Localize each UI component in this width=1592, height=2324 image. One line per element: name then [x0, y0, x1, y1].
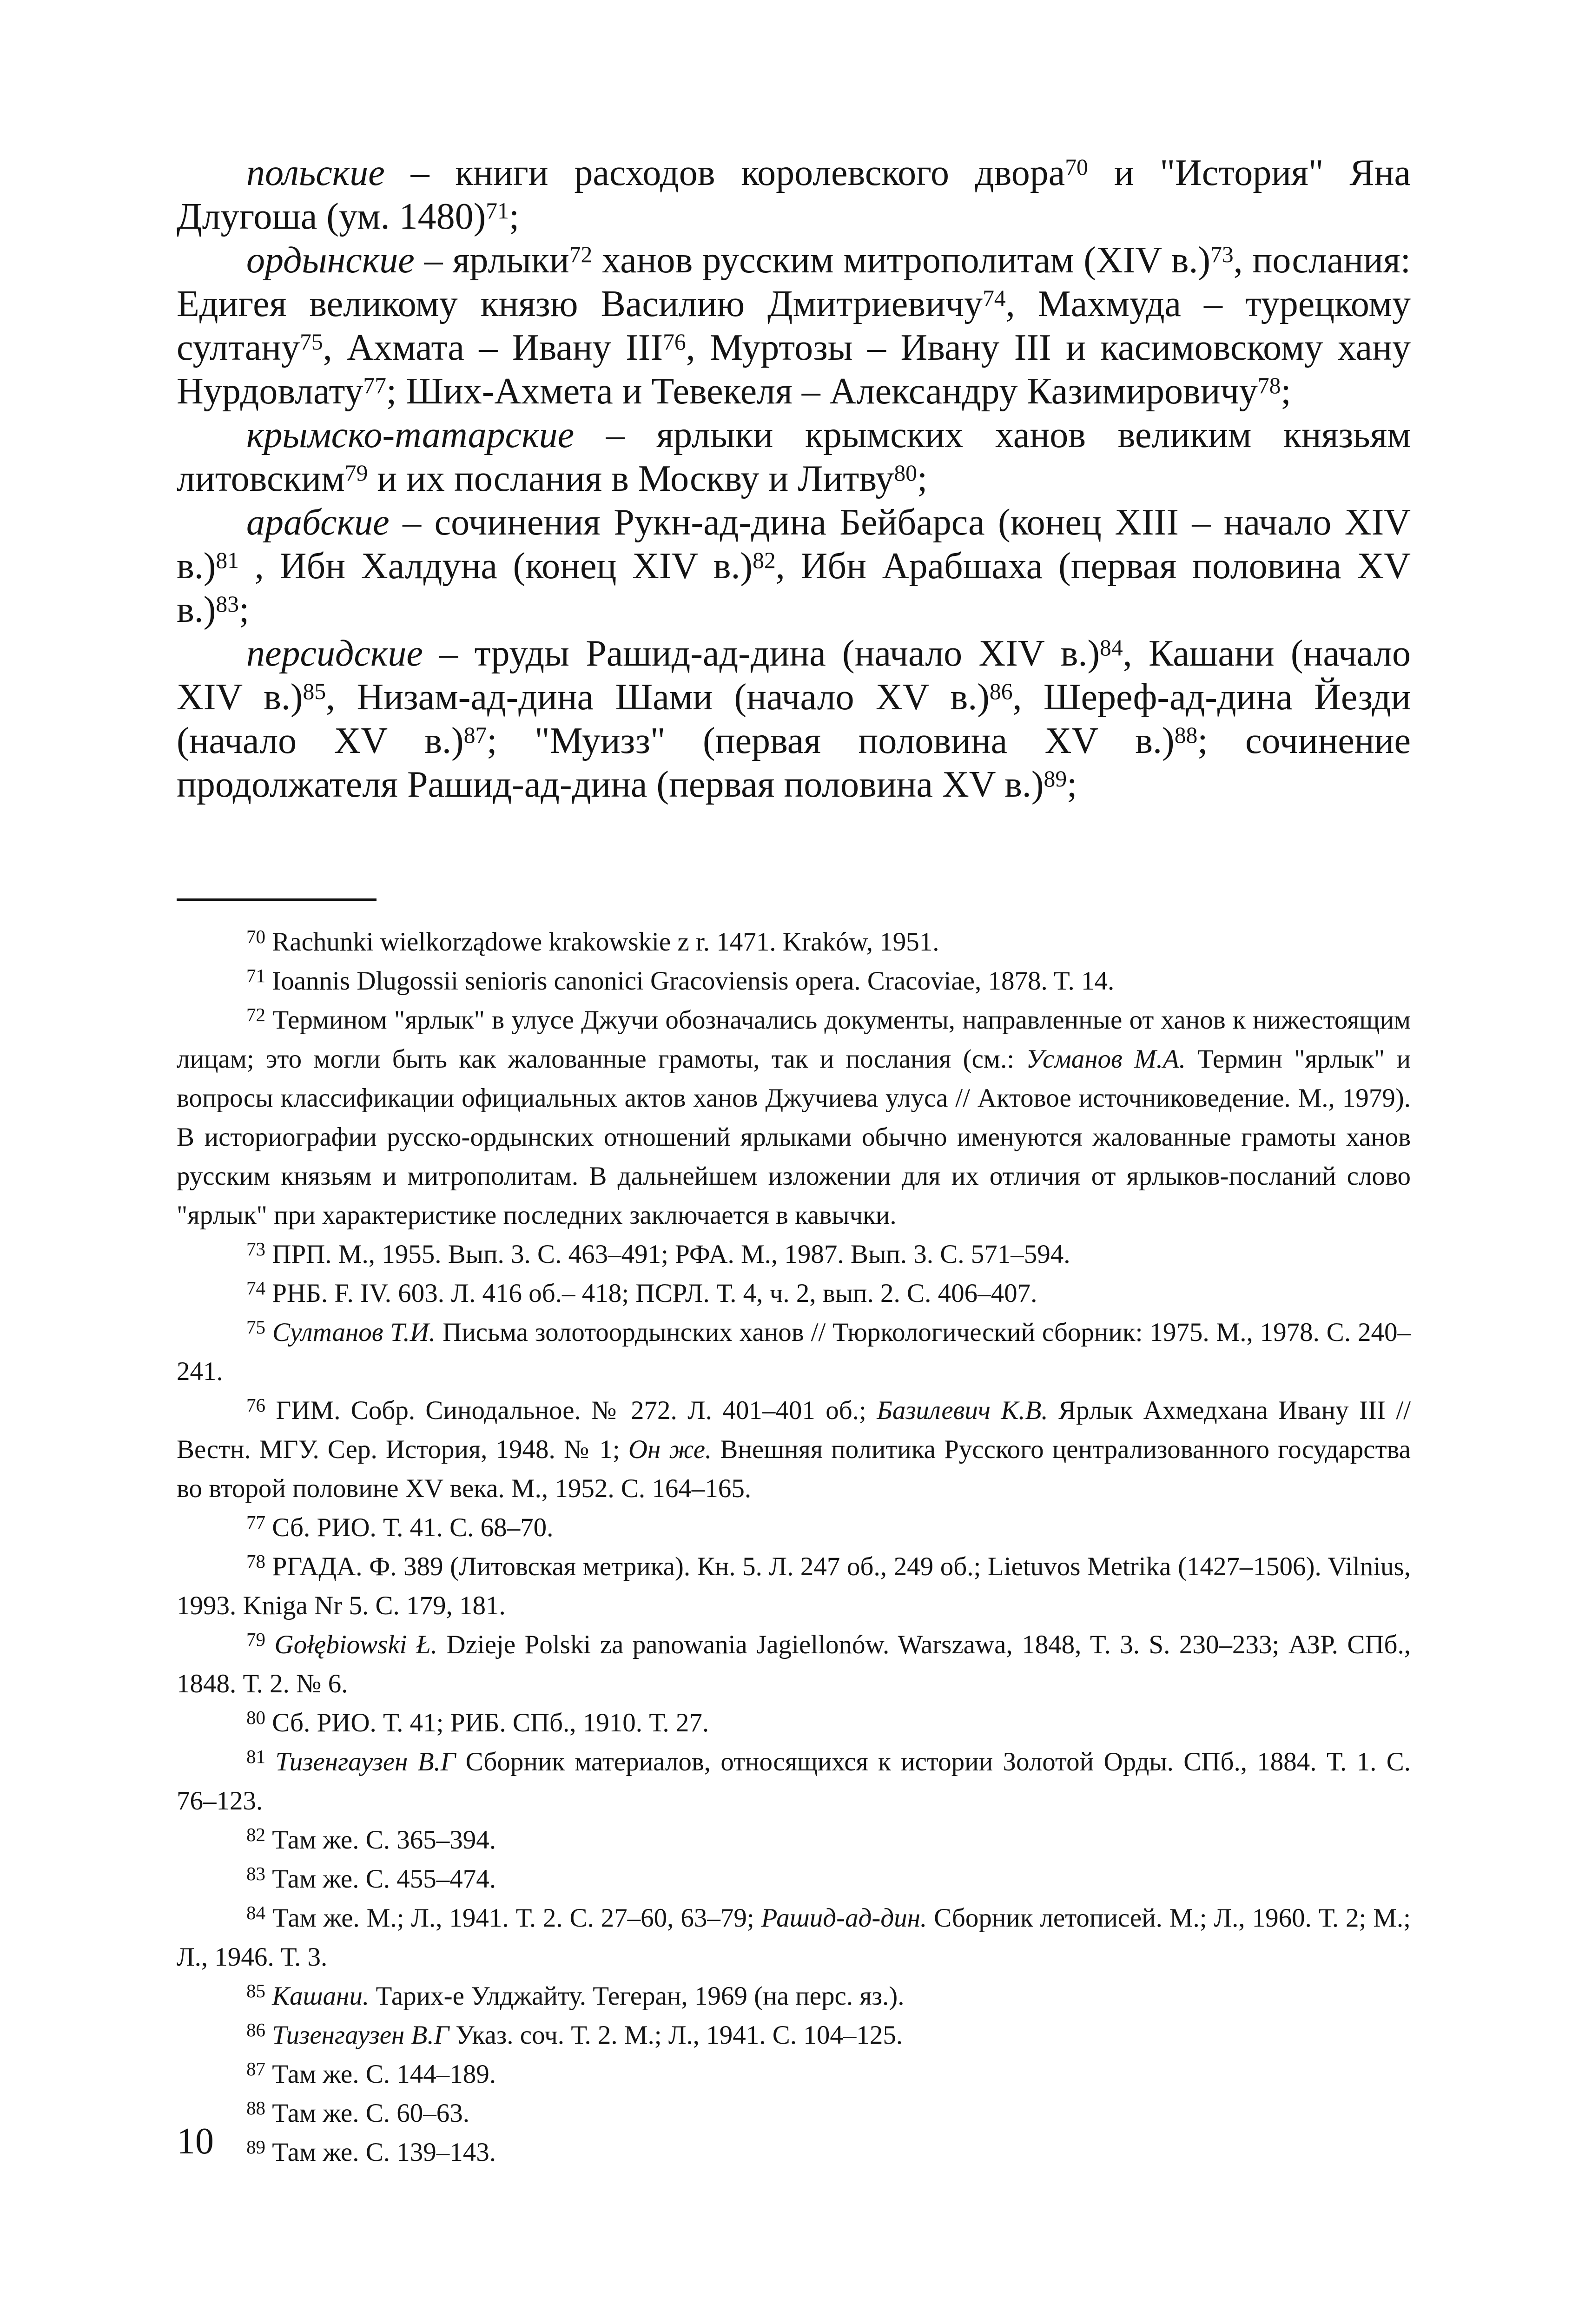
main-text	[177, 151, 1411, 806]
text-run: ; "Муизз" (первая половина XV в.)	[487, 720, 1175, 761]
footnote	[177, 1274, 1411, 1313]
text-run: Сб. РИО. Т. 41; РИБ. СПб., 1910. Т. 27.	[265, 1708, 709, 1737]
footnote-separator	[177, 898, 377, 901]
text-run: Ярлык Ахмедхана Ивану III // Вестн. МГУ. Сер. История, 1948. № 1;	[177, 1396, 1411, 1464]
text-run: , Ибн Халдуна (конец XIV в.)	[239, 546, 753, 587]
footnote	[177, 1313, 1411, 1391]
footnote	[177, 1235, 1411, 1274]
paragraph	[177, 413, 1411, 501]
footnote-ref: 87	[463, 722, 487, 748]
italic-text: Тизенгаузен В.Г	[272, 2020, 449, 2050]
text-run: Dzieje Polski za panowania Jagiellonów. Warszawa, 1848, T. 3. S. 230–233; АЗР. СПб., 1848. Т. 2. № 6.	[177, 1630, 1411, 1698]
text-run: Термином "ярлык" в улусе Джучи обозначались документы, направленные от ханов к нижестоящим лицам; это могли быть как жалованные грамоты, так и послания (см.:	[177, 1005, 1411, 1074]
text-run: ;	[239, 589, 250, 630]
italic-text: Тизенгаузен В.Г	[275, 1747, 456, 1776]
text-run	[265, 1318, 272, 1347]
footnote-ref: 81	[216, 547, 239, 573]
text-run: Там же. С. 455–474.	[265, 1864, 496, 1894]
text-run: , Ахмата – Ивану III	[323, 327, 663, 368]
footnote-number: 75	[246, 1316, 266, 1338]
footnote-number: 89	[246, 2136, 266, 2158]
text-run: Ioannis Dlugossii senioris canonici Gracoviensis opera. Cracoviae, 1878. T. 14.	[265, 966, 1115, 996]
text-run: – ярлыки	[414, 240, 569, 281]
text-run: ;	[917, 458, 928, 499]
footnote-ref: 84	[1100, 634, 1123, 660]
text-run: и их послания в Москву и Литву	[368, 458, 894, 499]
footnote	[177, 1860, 1411, 1899]
text-run: Там же. С. 139–143.	[265, 2138, 496, 2167]
text-run: , Шереф-ад-дина Йезди (начало XV в.)	[177, 677, 1411, 761]
text-run	[265, 1630, 275, 1659]
footnote	[177, 1821, 1411, 1860]
paragraph	[177, 238, 1411, 413]
footnote-number: 74	[246, 1277, 266, 1299]
footnote-ref: 89	[1044, 766, 1067, 792]
text-run: Тарих-е Улджайту. Тегеран, 1969 (на перс. яз.).	[369, 1981, 905, 2011]
footnote-number: 84	[246, 1901, 266, 1923]
footnote	[177, 1977, 1411, 2016]
text-run: Там же. С. 60–63.	[265, 2099, 469, 2128]
footnote-ref: 85	[303, 678, 326, 704]
text-run: – книги расходов королевского двора	[384, 152, 1065, 193]
footnote-ref: 72	[569, 241, 593, 267]
footnote-number: 78	[246, 1550, 266, 1572]
footnote	[177, 1625, 1411, 1703]
footnote-ref: 76	[663, 329, 686, 355]
text-run: , Махмуда – турецкому султану	[177, 284, 1411, 368]
text-run: РНБ. F. IV. 603. Л. 416 об.– 418; ПСРЛ. Т. 4, ч. 2, вып. 2. С. 406–407.	[265, 1279, 1037, 1308]
footnote-number: 72	[246, 1004, 266, 1025]
footnote-number: 76	[246, 1394, 266, 1416]
text-run: ; сочинение продолжателя Рашид-ад-дина (первая половина XV в.)	[177, 720, 1411, 805]
footnote	[177, 1703, 1411, 1743]
footnote-ref: 73	[1210, 241, 1234, 267]
text-run: ; Ших-Ахмета и Тевекеля – Александру Казимировичу	[386, 371, 1258, 412]
italic-text: Султанов Т.И.	[272, 1318, 436, 1347]
text-run: Письма золотоордынских ханов // Тюркологический сборник: 1975. М., 1978. С. 240–241.	[177, 1318, 1411, 1386]
text-run: Сб. РИО. Т. 41. С. 68–70.	[265, 1513, 554, 1542]
text-run	[265, 1747, 275, 1776]
italic-text: крымско-татарские	[246, 415, 575, 456]
text-run: ханов русским митрополитам (XIV в.)	[592, 240, 1211, 281]
footnote	[177, 1743, 1411, 1821]
footnote	[177, 1508, 1411, 1547]
text-run: Rachunki wielkorządowe krakowskie z r. 1471. Kraków, 1951.	[265, 927, 939, 957]
footnote-number: 82	[246, 1823, 266, 1845]
footnote-ref: 79	[344, 460, 368, 486]
footnote-number: 70	[246, 925, 266, 947]
text-run: – сочинения Рукн-ад-дина Бейбарса (конец XIII – начало XIV в.)	[177, 502, 1411, 587]
text-run: Термин "ярлык" и вопросы классификации официальных актов ханов Джучиева улуса // Актовое источниковедение. М., 1979). В историографии русско-ордынских отношений ярлыками обычно именуются жалованные грамоты ханов русским князьям и митрополитам. В дальнейшем изложении для их отличия от ярлыков-посланий слово "ярлык" при характеристике последних заключается в кавычки.	[177, 1044, 1411, 1230]
paragraph	[177, 151, 1411, 238]
text-run: Сборник материалов, относящихся к истории Золотой Орды. СПб., 1884. Т. 1. С. 76–123.	[177, 1747, 1411, 1816]
text-run: , Низам-ад-дина Шами (начало XV в.)	[326, 677, 990, 718]
text-run: и "История" Яна Длугоша (ум. 1480)	[177, 152, 1411, 237]
footnote-number: 81	[246, 1745, 266, 1767]
paragraph	[177, 501, 1411, 632]
text-run: Там же. М.; Л., 1941. Т. 2. С. 27–60, 63–79;	[265, 1903, 761, 1933]
text-run: , послания: Едигея великому князю Василию Дмитриевичу	[177, 240, 1411, 324]
footnote	[177, 1391, 1411, 1508]
footnote-number: 85	[246, 1980, 266, 2001]
footnotes	[177, 923, 1411, 2172]
text-run	[265, 2020, 272, 2050]
footnote-number: 86	[246, 2019, 266, 2040]
footnote-number: 77	[246, 1511, 266, 1533]
text-run: РГАДА. Ф. 389 (Литовская метрика). Кн. 5. Л. 247 об., 249 об.; Lietuvos Metrika (1427–1506). Vilnius, 1993. Kniga Nr 5. C. 179, 181.	[177, 1552, 1411, 1620]
text-run: ;	[1281, 371, 1291, 412]
footnote-ref: 77	[363, 372, 386, 398]
italic-text: Кашани.	[272, 1981, 370, 2011]
text-run: – ярлыки крымских ханов великим князьям литовским	[177, 415, 1411, 499]
italic-text: арабские	[246, 502, 390, 543]
text-run: Там же. С. 365–394.	[265, 1825, 496, 1855]
footnote-ref: 70	[1065, 154, 1088, 180]
footnote	[177, 2094, 1411, 2133]
footnote	[177, 1547, 1411, 1625]
italic-text: ордынские	[246, 240, 415, 281]
footnote-ref: 75	[300, 329, 323, 355]
text-run: , Кашани (начало XIV в.)	[177, 633, 1411, 718]
footnote	[177, 2133, 1411, 2172]
text-run: Внешняя политика Русского централизованного государства во второй половине XV века. М., 1952. С. 164–165.	[177, 1435, 1411, 1503]
footnote-ref: 78	[1257, 372, 1281, 398]
paragraph	[177, 632, 1411, 806]
text-run: , Ибн Арабшаха (первая половина XV в.)	[177, 546, 1411, 630]
text-run	[265, 1981, 272, 2011]
footnote-ref: 86	[989, 678, 1013, 704]
footnote	[177, 1899, 1411, 1977]
footnote-number: 71	[246, 964, 266, 986]
footnote-number: 87	[246, 2058, 266, 2080]
italic-text: Он же.	[628, 1435, 712, 1464]
text-run: – труды Рашид-ад-дина (начало XIV в.)	[423, 633, 1100, 674]
page-number: 10	[177, 2121, 214, 2162]
footnote	[177, 962, 1411, 1001]
italic-text: Рашид-ад-дин.	[761, 1903, 927, 1933]
footnote-number: 79	[246, 1628, 266, 1650]
footnote	[177, 923, 1411, 962]
italic-text: Усманов М.А.	[1026, 1044, 1186, 1074]
footnote-number: 80	[246, 1706, 266, 1728]
footnote-ref: 80	[894, 460, 917, 486]
text-run: ГИМ. Собр. Синодальное. № 272. Л. 401–401 об.;	[265, 1396, 877, 1425]
footnote-ref: 82	[753, 547, 776, 573]
footnote-ref: 83	[216, 591, 239, 617]
italic-text: польские	[246, 152, 385, 193]
text-run: ;	[1067, 764, 1077, 805]
footnote-number: 88	[246, 2097, 266, 2119]
italic-text: персидские	[246, 633, 423, 674]
footnote	[177, 1001, 1411, 1235]
footnote-ref: 88	[1174, 722, 1198, 748]
italic-text: Базилевич К.В.	[877, 1396, 1048, 1425]
text-run: ПРП. М., 1955. Вып. 3. С. 463–491; РФА. М., 1987. Вып. 3. С. 571–594.	[265, 1240, 1070, 1269]
text-run: , Муртозы – Ивану III и касимовскому хану Нурдовлату	[177, 327, 1411, 412]
text-run: ;	[509, 196, 520, 237]
footnote-ref: 74	[983, 285, 1006, 311]
footnote-ref: 71	[486, 198, 509, 224]
footnote	[177, 2055, 1411, 2094]
footnote	[177, 2016, 1411, 2055]
text-run: Указ. соч. Т. 2. М.; Л., 1941. С. 104–125.	[449, 2020, 903, 2050]
footnote-number: 83	[246, 1862, 266, 1884]
text-run: Там же. С. 144–189.	[265, 2060, 496, 2089]
italic-text: Gołębiowski Ł.	[274, 1630, 437, 1659]
footnote-number: 73	[246, 1238, 266, 1260]
text-run: Сборник летописей. М.; Л., 1960. Т. 2; М.; Л., 1946. Т. 3.	[177, 1903, 1411, 1972]
